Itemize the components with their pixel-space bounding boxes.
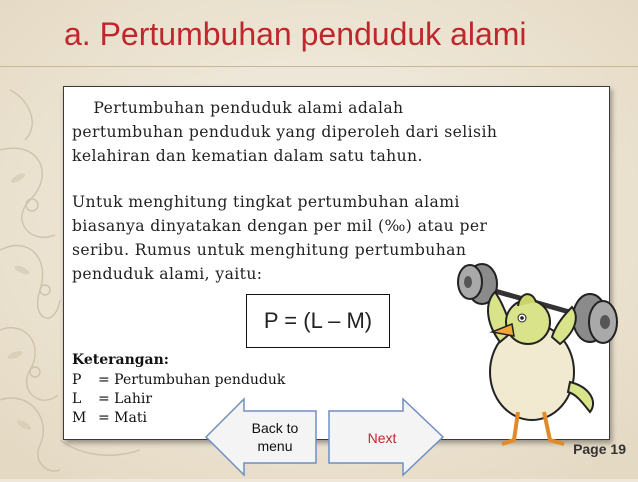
keterangan-row — [72, 410, 147, 426]
keterangan-desc: = Pertumbuhan penduduk — [98, 372, 286, 388]
keterangan-symbol: P — [72, 372, 82, 388]
next-label: Next — [367, 430, 397, 446]
back-label-line2: menu — [257, 438, 293, 454]
keterangan-heading: Keterangan: — [72, 352, 169, 368]
barbell-weight-right — [573, 294, 617, 343]
keterangan-desc: = Mati — [98, 410, 147, 426]
definition-paragraph: Pertumbuhan penduduk alami adalah pertumbuhan penduduk yang diperoleh dari selisih kelahiran dan kematian dalam satu tahun. — [72, 99, 498, 165]
title-divider — [0, 66, 638, 67]
keterangan-desc: = Lahir — [98, 391, 153, 407]
keterangan-symbol: M — [72, 410, 87, 426]
back-label-line1: Back to — [251, 420, 299, 436]
formula-box: P = (L – M) — [246, 294, 390, 348]
keterangan-row — [72, 372, 285, 388]
page-number: Page 19 — [573, 441, 626, 457]
next-button[interactable] — [327, 397, 445, 477]
back-to-menu-button[interactable] — [204, 397, 318, 477]
keterangan-row — [72, 391, 152, 407]
weightlifting-bird-icon — [440, 262, 620, 452]
keterangan-symbol: L — [72, 391, 82, 407]
slide-title: a. Pertumbuhan penduduk alami — [64, 16, 527, 52]
explanation-paragraph: Untuk menghitung tingkat pertumbuhan alami biasanya dinyatakan dengan per mil (‰) atau per seribu. Rumus untuk menghitung pertumbuhan penduduk alami, yaitu: — [72, 193, 488, 283]
